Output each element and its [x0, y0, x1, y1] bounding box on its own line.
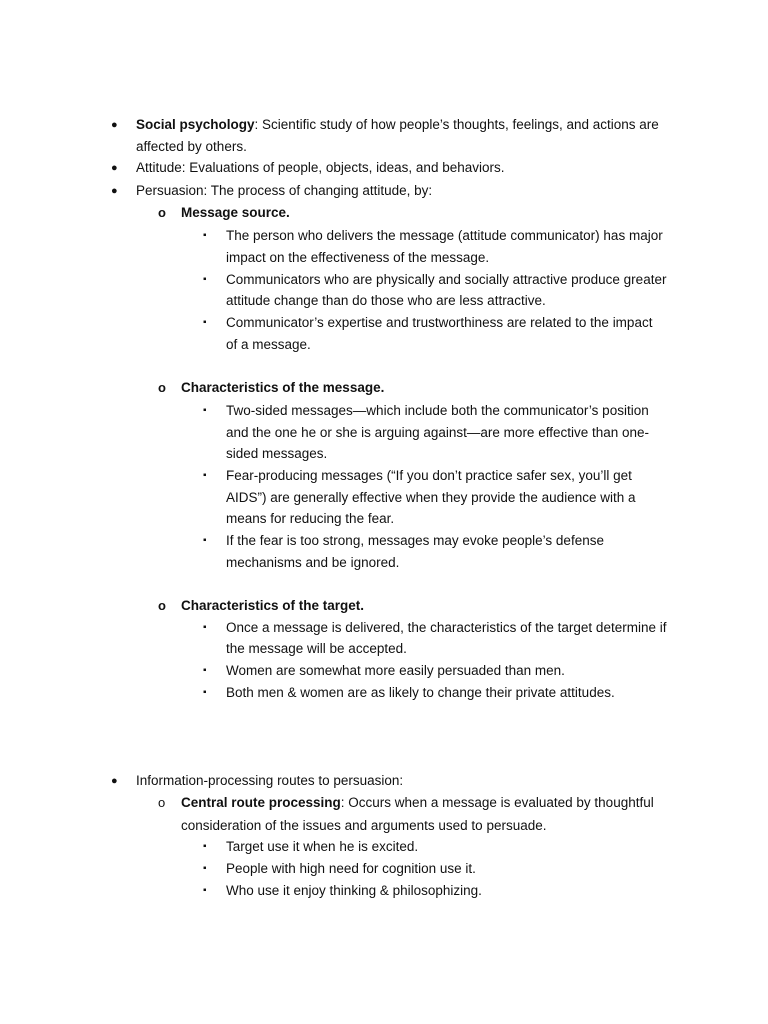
central-route-line-2: consideration of the issues and arguments used to persuade. [181, 818, 547, 833]
message-characteristics-point-1-line-1: Two-sided messages—which include both the communicator’s position [226, 403, 649, 418]
square-bullet-marker: ▪ [203, 665, 207, 676]
square-bullet-marker: ▪ [203, 274, 207, 285]
message-source-point-1-line-1: The person who delivers the message (attitude communicator) has major [226, 228, 663, 243]
sub-bullet-marker: o [158, 205, 166, 220]
target-characteristics-point-1-line-1: Once a message is delivered, the characteristics of the target determine if [226, 620, 667, 635]
target-characteristics-point-1-line-2: the message will be accepted. [226, 641, 407, 656]
square-bullet-marker: ▪ [203, 470, 207, 481]
square-bullet-marker: ▪ [203, 687, 207, 698]
square-bullet-marker: ▪ [203, 622, 207, 633]
message-source-heading: Message source. [181, 205, 290, 220]
message-source-point-1-line-2: impact on the effectiveness of the message. [226, 250, 490, 265]
square-bullet-marker: ▪ [203, 405, 207, 416]
message-characteristics-point-1-line-2: and the one he or she is arguing against—are more effective than one- [226, 425, 650, 440]
social-psychology-definition: : Scientific study of how people’s thoughts, feelings, and actions are [254, 117, 659, 132]
message-source-point-2-line-2: attitude change than do those who are less attractive. [226, 293, 546, 308]
central-route-definition: : Occurs when a message is evaluated by thoughtful [340, 795, 654, 810]
target-characteristics-point-2: Women are somewhat more easily persuaded than men. [226, 663, 565, 678]
message-characteristics-point-3-line-2: mechanisms and be ignored. [226, 555, 400, 570]
routes-heading: Information-processing routes to persuasion: [136, 773, 404, 788]
target-characteristics-point-3: Both men & women are as likely to change their private attitudes. [226, 685, 615, 700]
square-bullet-marker: ▪ [203, 230, 207, 241]
target-characteristics-heading: Characteristics of the target. [181, 598, 365, 613]
square-bullet-marker: ▪ [203, 535, 207, 546]
message-characteristics-point-2-line-1: Fear-producing messages (“If you don’t practice safer sex, you’ll get [226, 468, 632, 483]
sub-bullet-marker: o [158, 380, 166, 395]
bullet-marker: ● [111, 119, 118, 131]
message-source-point-2-line-1: Communicators who are physically and socially attractive produce greater [226, 272, 667, 287]
sub-bullet-marker: o [158, 795, 166, 810]
central-route-point-2: People with high need for cognition use it. [226, 861, 476, 876]
message-source-point-3-line-2: of a message. [226, 337, 311, 352]
social-psychology-line-2: affected by others. [136, 139, 247, 154]
bullet-marker: ● [111, 162, 118, 174]
attitude-definition: Attitude: Evaluations of people, objects, ideas, and behaviors. [136, 160, 505, 175]
central-route-line-1 [181, 792, 654, 814]
message-characteristics-heading: Characteristics of the message. [181, 380, 385, 395]
central-route-point-3: Who use it enjoy thinking & philosophizing. [226, 883, 482, 898]
message-characteristics-point-3-line-1: If the fear is too strong, messages may evoke people’s defense [226, 533, 604, 548]
sub-bullet-marker: o [158, 598, 166, 613]
bullet-marker: ● [111, 185, 118, 197]
square-bullet-marker: ▪ [203, 885, 207, 896]
persuasion-definition: Persuasion: The process of changing attitude, by: [136, 183, 433, 198]
message-characteristics-point-2-line-3: means for reducing the fear. [226, 511, 395, 526]
message-characteristics-point-2-line-2: AIDS”) are generally effective when they provide the audience with a [226, 490, 636, 505]
square-bullet-marker: ▪ [203, 841, 207, 852]
message-characteristics-point-1-line-3: sided messages. [226, 446, 328, 461]
central-route-term: Central route processing [181, 795, 341, 810]
bullet-marker: ● [111, 775, 118, 787]
social-psychology-term: Social psychology [136, 117, 255, 132]
square-bullet-marker: ▪ [203, 317, 207, 328]
social-psychology-line-1 [136, 114, 659, 136]
square-bullet-marker: ▪ [203, 863, 207, 874]
central-route-point-1: Target use it when he is excited. [226, 839, 419, 854]
message-source-point-3-line-1: Communicator’s expertise and trustworthiness are related to the impact [226, 315, 653, 330]
